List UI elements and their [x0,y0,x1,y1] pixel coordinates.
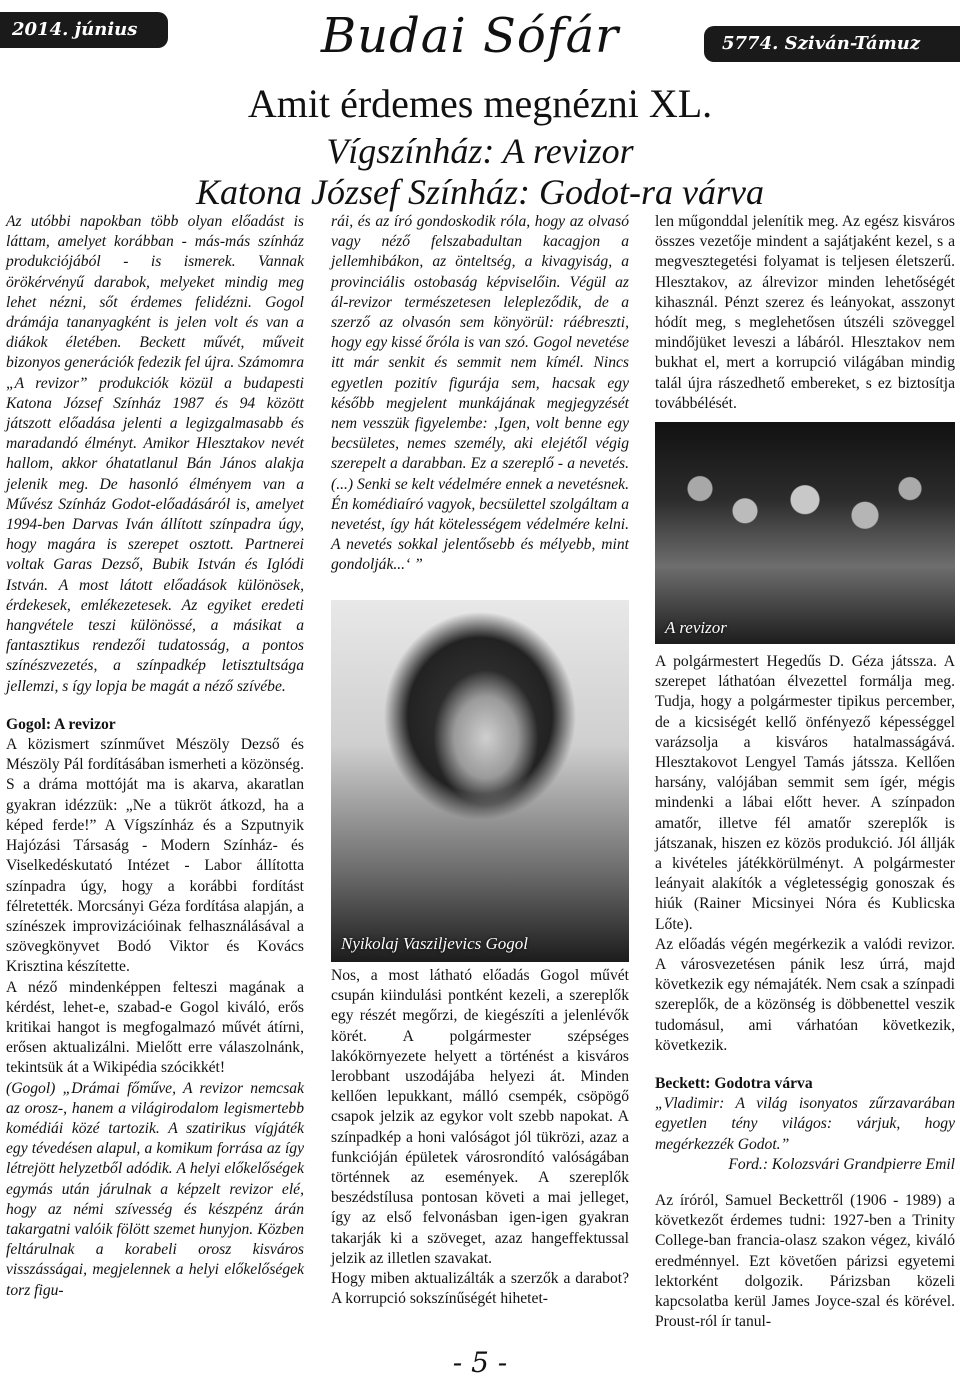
section-heading-beckett: Beckett: Godotra várva [655,1075,813,1093]
page-number: - 5 - [452,1346,508,1379]
paragraph: A polgármestert Hegedűs D. Géza játssza. A szerepet láthatóan élvezettel formálja meg. Tudja, hogy a polgármester tipikus percember, de a kicsiségét kellő önfényező képességgel varázsolja a kisváros hatalmasságává. Hlesztakovot Lengyel Tamás játssza. Kellően harsány, valójában semmit sem ígér, mégis mindenki a lábai előtt hever. A színpadon amatőr, illetve fél amatőr szereplők is játszanak, hiszen ez közös produkció. Jól állják a kivételes játékkörülményt. A polgármester leányait alakítók a végletességig gonoszak és hiúk (Rainer Micsinyei Nóra és Kublicska Lőte). [655,653,955,933]
article-subtitle-1: Vígszínház: A revizor [326,131,634,171]
quote-continuation: rái, és az író gondoskodik róla, hogy az olvasó vagy néző felszabadultan kacagjon a jellemhibákon, az önteltség, a kivagyiság, a provinciális ostobaság képviselőin. Végül az ál-revizor természetesen lelepleződik, de a szerző az olvasón sem könyörül: ráébreszti, hogy egy kissé őróla is van szó. Gogol nevetése itt már senkit és semmit nem kímél. Nincs egyetlen pozitív figurája sem, hacsak egy később megjelent munkájának megjegyzését nem vesszük figyelembe: ‚Igen, volt benne egy becsületes, nemes személy, aki elejétől végig szerepelt a darabban. Ez a szereplő - a nevetés. (...) Senki se kelt védelmére ennek a nevetésnek. Én komédiaíró vagyok, becsülettel szolgáltam a nevetést, így hát kötelességem védelmére kelni. A nevetés sokkal jelentősebb és mélyebb, mint gondolják...‘ ” [331,213,629,574]
column-2-lower [331,966,629,1309]
article-subtitle-2: Katona József Színház: Godot-ra várva [196,172,764,212]
beckett-quote: „Vladimir: A világ isonyatos zűrzavarában egyetlen tény világos: várjuk, hogy megérkezzék Godot.” [655,1095,955,1153]
stage-photo-image [655,422,955,644]
intro-paragraph: Az utóbbi napokban több olyan előadást is láttam, amelyet korábban - más-más színház produkciójából - is ismerek. Vannak örökérvényű darabok, melyeket mindig meg lehet nézni, sőt érdemes felidézni. Gogol drámája tananyagként is jelen volt és van a diákok életében. Beckett művét, műveit bizonyos generációk fedezik fel újra. Számomra „A revizor” produkciók közül a budapesti Katona József Színház 1987 és 94 között játszott előadása jelenti a legizgalmasabb és maradandó élményt. Amikor Hlesztakov nevét hallom, akkor óhatatlanul Bán János alakja jelenik meg. De hasonló élményem van a Művész Színház Godot-előadásáról is, amelyet 1994-ben Darvas Iván állított színpadra úgy, hogy magára is szerepet osztott. Partnerei voltak Garas Dezső, Bubik István és Iglódi István. A most látott előadások különösek, érdekesek, emlékezetesek. Az egyiket eredeti hangvétele teszi különössé, a másikat a fantasztikus rendezői tudatosság, a pontos színészvezetés, a színpadkép letisztultsága jellemzi, s így lopja be magát a néző szívébe. [6,213,304,695]
wikipedia-quote: (Gogol) „Drámai főműve, A revizor nemcsak az orosz-, hanem a világirodalom legismertebb komédiái közé tartozik. A szatirikus vígjáték egy tévedésen alapul, a komikum forrása az így létrejött helyzetből adódik. A helyi előkelőségek egymás után járulnak a képzelt revizor elé, hogy az némi szívesség és készpénz árán takargatni valóik fölött szemet hunyjon. Közben feltárulnak a korabeli orosz kisváros visszásságai, megjelennek a helyi előkelőségek torz figu- [6,1079,304,1299]
hebrew-date: 5774. Sziván-Támuz [704,26,960,62]
paragraph: len műgonddal jelenítik meg. Az egész kisváros összes vezetője mindent a sajátjaként kezel, s a megvesztegetési folyamat is teljesen életszerű. Hlesztakov, az álrevizor minden lehetőségét kihasznál. Pénzt szerez és leányokat, asszonyt hódít meg, s meglehetősen útszéli szöveggel mindőjüket leveszi a lábáról. Hlesztakov nem bukhat el, mert a korrupció világában mindig talál újra rászedhető embereket, s ez biztosítja továbbélését. [655,213,955,412]
translator-credit: Ford.: Kolozsvári Grandpierre Emil [728,1155,955,1173]
stage-photo-caption: A revizor [665,618,727,637]
paragraph: Nos, a most látható előadás Gogol művét csupán kiindulási pontként kezeli, a szereplők egy részét megőrzi, de kiegészíti a jelenlévők körét. A polgármester szépséges lakókörnyezete helyett a történést a kisváros lerobbant uszodájába helyezi át. Minden kellően lepukkant, málló csempék, csöpögő csapok jelzik az egykor volt szebb napokat. A színpadkép a honi valóságot jól tükrözi, azaz a funkcióján épületek városrondító valóságában történnek az események. A szereplők beszédstílusa pontosan követi a mai jelleget, így az első felvonásban igen-igen gyakran takarják ki a szöveget, azaz hangeffektussal jelzik az illetlen szavakat. [331,967,629,1267]
column-2 [331,212,629,576]
column-3 [655,212,955,414]
section-heading-revizor: Gogol: A revizor [6,715,116,733]
paragraph: Hogy miben aktualizálták a szerzők a darabot? A korrupció sokszínűségét hihetet- [331,1270,629,1308]
column-1 [6,212,304,1301]
column-3-lower [655,652,955,1333]
article-title: Amit érdemes megnézni XL. [247,81,713,126]
portrait-caption: Nyikolaj Vasziljevics Gogol [341,934,528,953]
paragraph: Az előadás végén megérkezik a valódi revizor. A városvezetésen pánik lesz úrrá, majd következik egy némajáték. Nem csak a színpadi szereplők, de a közönség is döbbenettel veszik tudomásul, ami várhatóan következik, következik. [655,935,955,1054]
paragraph: Az íróról, Samuel Beckettről (1906 - 1989) a következőt érdemes tudni: 1927-ben a Trinity College-ban francia-olasz szakon végez, kiváló eredménnyel. Ezt követően párizsi egyetemi lektorként dolgozik. Párizsban közeli kapcsolatba kerül James Joyce-szal és körével. Proust-ról ír tanul- [655,1192,955,1331]
paragraph: A közismert színművet Mészöly Dezső és Mészöly Pál fordításában ismerheti a közönség. S a dráma mottóját ma is akarva, akaratlan gyakran idézzük: „Ne a tükröt átkozd, ha a képed ferde!” A Vígszínház és a Szputnyik Hajózási Társaság - Modern Színház- és Viselkedéskutató Intézet - Labor állította színpadra úgy, hogy a korábbi fordítást félretették. Morcsányi Géza fordítása alapján, a színészek improvizációinak felhasználásával a szövegkönyvet Bodó Viktor és Kovács Krisztina készítette. [6,736,304,976]
issue-date: 2014. június [0,12,168,48]
masthead-logo: Budai Sófár [320,8,620,64]
gogol-portrait-image [331,600,629,962]
paragraph: A néző mindenképpen felteszi magának a kérdést, lehet-e, szabad-e Gogol kiváló, erős kritikai hangot is megfogalmazó művét átírni, erősen aktualizálni. Mielőtt erre válaszolnánk, tekintsük át a Wikipédia szócikkét! [6,978,304,1077]
